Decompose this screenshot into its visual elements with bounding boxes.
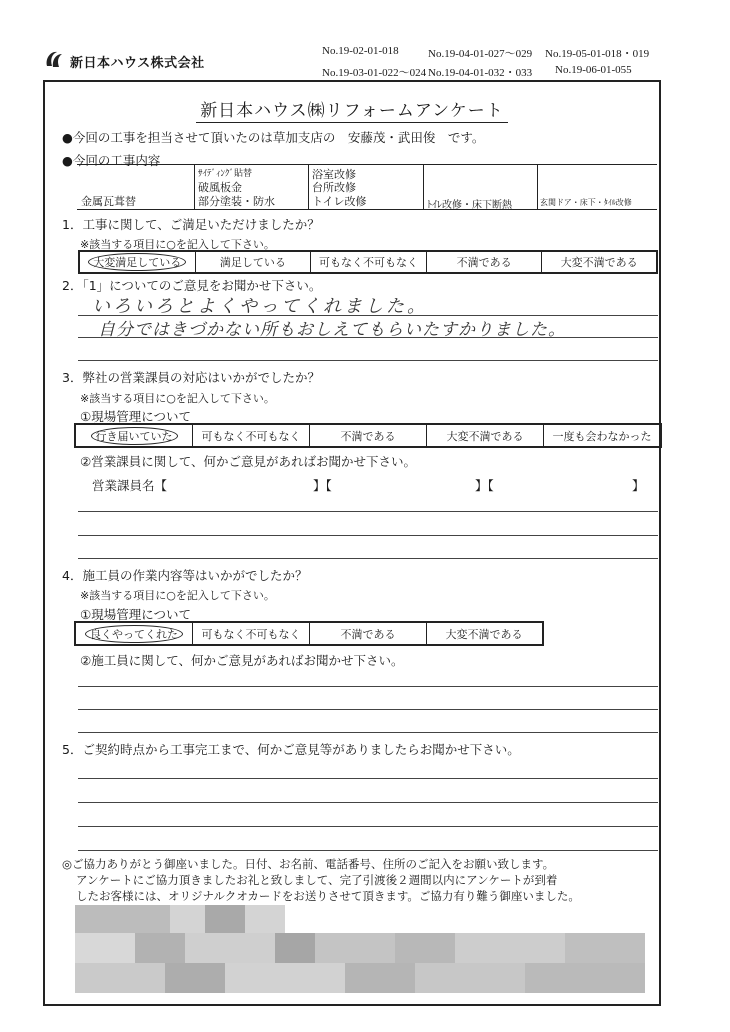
form-number: No.19-03-01-022～024: [322, 67, 427, 79]
answer-line: [78, 535, 658, 536]
work-header: ●今回の工事内容: [62, 153, 161, 168]
q1-option[interactable]: 大変不満である: [560, 256, 638, 269]
work-item: 浴室改修: [312, 168, 356, 181]
form-number: No.19-04-01-027～029: [428, 48, 533, 60]
work-item: 部分塗装・防水: [198, 195, 275, 208]
form-number: No.19-02-01-018: [322, 45, 399, 57]
q2-handwritten-answer: 自分ではきづかない所もおしえてもらいたすかりました。: [98, 320, 566, 340]
q1-option[interactable]: 不満である: [427, 252, 543, 272]
answer-line: [78, 709, 658, 710]
q3-sub2: ②営業課員に関して、何かご意見があればお聞かせ下さい。: [80, 454, 416, 469]
work-item: ﾄｲﾚ改修・床下断熱: [427, 200, 512, 211]
q3-option[interactable]: 大変不満である: [427, 425, 544, 446]
form-number: No.19-04-01-032・033: [428, 67, 533, 79]
answer-line: [78, 558, 658, 559]
q1-question: 1．工事に関して、ご満足いただけましたか？: [62, 217, 320, 232]
form-number: No.19-05-01-018・019: [545, 48, 650, 60]
company-name: 新日本ハウス株式会社: [70, 56, 205, 71]
q4-options: [74, 621, 544, 646]
q4-option[interactable]: 大変不満である: [445, 627, 523, 641]
q1-option[interactable]: 可もなく不可もなく: [311, 252, 427, 272]
answer-line: [78, 850, 658, 851]
q4-sub1: ①現場管理について: [80, 607, 191, 622]
bracket: 】: [632, 478, 645, 493]
work-item: 玄関ドア・床下・ﾀｲﾙ改修: [540, 198, 632, 207]
q3-option[interactable]: 不満である: [310, 425, 427, 446]
company-logo-icon: [43, 48, 65, 70]
q2-handwritten-answer: いろいろとよくやってくれました。: [92, 296, 428, 317]
thanks-text: したお客様には、オリジナルクオカードをお送りさせて頂きます。ご協力有り難う御座いました。: [76, 889, 580, 903]
bracket: 】【: [475, 478, 494, 493]
q3-option[interactable]: 行き届いていた: [76, 425, 193, 446]
bracket: 】【: [313, 478, 332, 493]
thanks-text: アンケートにご協力頂きましたお礼と致しまして、完了引渡後２週間以内にアンケートが到着: [76, 873, 558, 887]
answer-line: [78, 511, 658, 512]
answer-line: [78, 778, 658, 779]
work-item: ｻｲﾃﾞｨﾝｸﾞ貼替: [198, 169, 253, 179]
q3-option[interactable]: 一度も会わなかった: [552, 429, 652, 443]
q1-note: ※該当する項目に○を記入して下さい。: [80, 238, 275, 251]
q4-note: ※該当する項目に○を記入して下さい。: [80, 589, 275, 602]
answer-line: [78, 802, 658, 803]
answer-line: [78, 826, 658, 827]
work-item: 金属瓦葺替: [81, 195, 136, 208]
q1-option[interactable]: 大変満足している: [80, 252, 196, 272]
work-items-table: [77, 164, 657, 210]
answer-line: [78, 732, 658, 733]
q4-sub2: ②施工員に関して、何かご意見があればお聞かせ下さい。: [80, 653, 404, 668]
q4-option[interactable]: 良くやってくれた: [76, 623, 193, 644]
q4-question: 4．施工員の作業内容等はいかがでしたか？: [62, 568, 308, 583]
answer-line: [78, 360, 658, 361]
q2-question: 2．「1」についてのご意見をお聞かせ下さい。: [62, 278, 322, 293]
q3-options: [74, 423, 662, 448]
thanks-text: ◎ご協力ありがとう御座いました。日付、お名前、電話番号、住所のご記入をお願い致します。: [62, 857, 555, 871]
work-item: 破風板金: [198, 181, 242, 194]
q3-sub1: ①現場管理について: [80, 409, 191, 424]
intro-text: ●今回の工事を担当させて頂いたのは草加支店の 安藤茂・武田俊 です。: [62, 130, 485, 145]
q3-question: 3．弊社の営業課員の対応はいかがでしたか？: [62, 370, 320, 385]
answer-line: [78, 686, 658, 687]
q4-option[interactable]: 可もなく不可もなく: [193, 623, 310, 644]
survey-title: 新日本ハウス㈱リフォームアンケート: [43, 96, 661, 121]
q3-note: ※該当する項目に○を記入して下さい。: [80, 392, 275, 405]
work-item: トイレ改修: [312, 195, 367, 208]
q1-option[interactable]: 満足している: [196, 252, 312, 272]
redacted-customer-info: [75, 905, 655, 997]
q3-option[interactable]: 可もなく不可もなく: [193, 425, 310, 446]
q5-question: 5．ご契約時点から工事完工まで、何かご意見等がありましたらお聞かせ下さい。: [62, 742, 520, 757]
work-item: 台所改修: [312, 181, 356, 194]
q1-options: [78, 250, 658, 274]
form-number: No.19-06-01-055: [555, 64, 632, 76]
q4-option[interactable]: 不満である: [310, 623, 427, 644]
staff-name-label: 営業課員名【: [92, 478, 168, 493]
